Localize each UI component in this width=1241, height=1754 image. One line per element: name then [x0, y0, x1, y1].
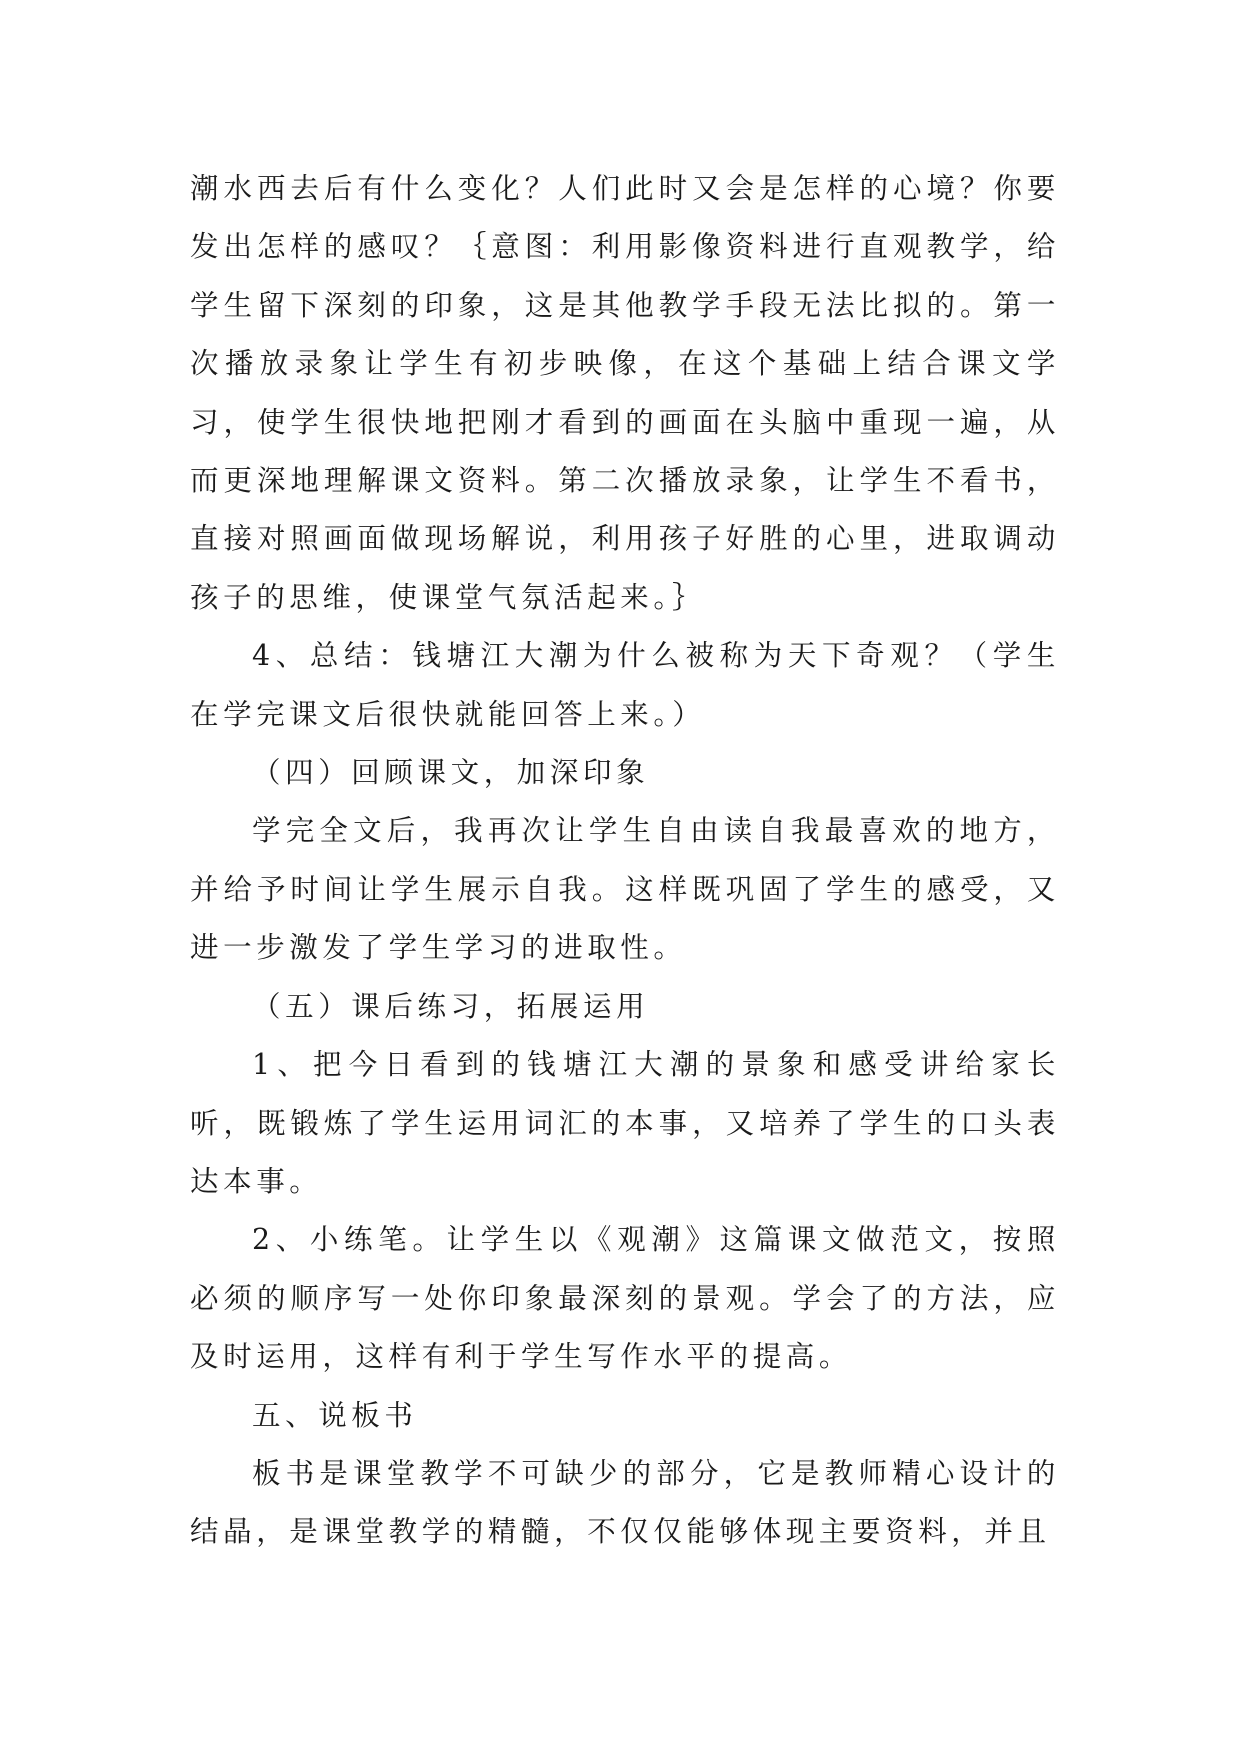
paragraph-summary: 4、总结：钱塘江大潮为什么被称为天下奇观？（学生在学完课文后很快就能回答上来。）	[190, 639, 1060, 731]
section-heading-review: （四）回顾课文，加深印象	[252, 756, 650, 790]
paragraph-practice-2: 2、小练笔。让学生以《观潮》这篇课文做范文，按照必须的顺序写一处你印象最深刻的景观。学会了的方法，应及时运用，这样有利于学生写作水平的提高。	[190, 1223, 1060, 1374]
paragraph-blackboard: 板书是课堂教学不可缺少的部分，它是教师精心设计的结晶，是课堂教学的精髓，不仅仅能够体现主要资料，并且	[190, 1456, 1060, 1549]
paragraph-review: 学完全文后，我再次让学生自由读自我最喜欢的地方，并给予时间让学生展示自我。这样既巩固了学生的感受，又进一步激发了学生学习的进取性。	[190, 814, 1060, 965]
document-body	[190, 160, 1060, 1562]
paragraph-tide-questions: 潮水西去后有什么变化？人们此时又会是怎样的心境？你要发出怎样的感叹？｛意图：利用影像资料进行直观教学，给学生留下深刻的印象，这是其他教学手段无法比拟的。第一次播放录象让学生有初步映像，在这个基础上结合课文学习，使学生很快地把刚才看到的画面在头脑中重现一遍，从而更深地理解课文资料。第二次播放录象，让学生不看书，直接对照画面做现场解说，利用孩子好胜的心里，进取调动孩子的思维，使课堂气氛活起来。｝	[190, 172, 1060, 614]
section-heading-practice: （五）课后练习，拓展运用	[252, 989, 650, 1023]
section-heading-blackboard: 五、说板书	[252, 1398, 418, 1432]
paragraph-practice-1: 1、把今日看到的钱塘江大潮的景象和感受讲给家长听，既锻炼了学生运用词汇的本事，又培养了学生的口头表达本事。	[190, 1048, 1060, 1198]
